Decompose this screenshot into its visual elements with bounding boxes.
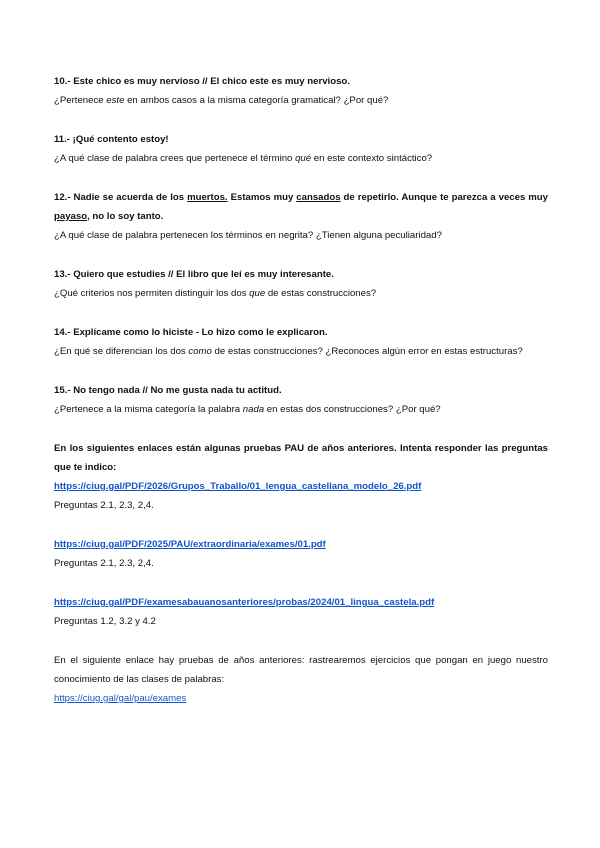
question-heading: 13.- Quiero que estudies // El libro que leí es muy interesante. — [54, 269, 334, 280]
outro-section — [54, 651, 548, 708]
question-heading: 14.- Explícame como lo hiciste - Lo hizo como le explicaron. — [54, 327, 328, 338]
pau-intro: En los siguientes enlaces están algunas pruebas PAU de años anteriores. Intenta responder las preguntas que te indico: — [54, 443, 548, 473]
question-12 — [54, 188, 548, 245]
question-15 — [54, 381, 548, 419]
question-emphasis: que — [249, 288, 266, 299]
pau-link-block-2024 — [54, 593, 548, 631]
question-emphasis: este — [106, 95, 125, 106]
pau-link-note: Preguntas 2.1, 2.3, 2,4. — [54, 500, 154, 511]
pau-link-note: Preguntas 1.2, 3.2 y 4.2 — [54, 616, 156, 627]
underlined-term: muertos. — [187, 192, 228, 203]
document-page — [54, 72, 548, 708]
pau-link-2025[interactable]: https://ciug.gal/PDF/2025/PAU/extraordinaria/exames/01.pdf — [54, 539, 326, 550]
question-11 — [54, 130, 548, 168]
underlined-term: cansados — [296, 192, 341, 203]
question-text — [54, 149, 548, 168]
pau-section — [54, 439, 548, 515]
question-text-part: en ambos casos a la misma categoría gramatical? ¿Por qué? — [124, 95, 389, 106]
question-text-part: ¿Pertenece a la misma categoría la palabra — [54, 404, 243, 415]
question-emphasis: como — [188, 346, 212, 357]
question-heading: 11.- ¡Qué contento estoy! — [54, 134, 169, 145]
question-text — [54, 91, 548, 110]
outro-text: En el siguiente enlace hay pruebas de años anteriores: rastrearemos ejercicios que pongan en juego nuestro conocimiento de las clases de palabras: — [54, 655, 548, 685]
question-text-part: ¿En qué se diferencian los dos — [54, 346, 189, 357]
heading-part: Estamos muy — [227, 192, 297, 203]
question-10 — [54, 72, 548, 110]
question-emphasis: qué — [295, 153, 312, 164]
question-heading — [54, 188, 548, 226]
question-text — [54, 284, 548, 303]
question-text-part: ¿A qué clase de palabra crees que pertenece el término — [54, 153, 296, 164]
pau-link-2026[interactable]: https://ciug.gal/PDF/2026/Grupos_Traballo/01_lengua_castellana_modelo_26.pdf — [54, 481, 422, 492]
heading-part: 12.- Nadie se acuerda de los — [54, 192, 188, 203]
question-text-part: ¿Pertenece — [54, 95, 107, 106]
question-14 — [54, 323, 548, 361]
pau-link-block-2025 — [54, 535, 548, 573]
pau-link-note: Preguntas 2.1, 2.3, 2,4. — [54, 558, 154, 569]
question-text-part: en estas dos construcciones? ¿Por qué? — [264, 404, 441, 415]
question-text: ¿A qué clase de palabra pertenecen los términos en negrita? ¿Tienen alguna peculiaridad? — [54, 230, 442, 241]
exams-archive-link[interactable]: https://ciug.gal/gal/pau/exames — [54, 693, 187, 704]
underlined-term: payaso — [54, 211, 88, 222]
question-text — [54, 342, 548, 361]
question-text-part: de estas construcciones? ¿Reconoces algún error en estas estructuras? — [211, 346, 523, 357]
question-13 — [54, 265, 548, 303]
pau-link-2024[interactable]: https://ciug.gal/PDF/examesabauanosanteriores/probas/2024/01_lingua_castela.pdf — [54, 597, 435, 608]
question-emphasis: nada — [242, 404, 265, 415]
heading-part: , no lo soy tanto. — [87, 211, 164, 222]
heading-part: de repetirlo. Aunque te parezca a veces muy — [340, 192, 548, 203]
question-text-part: de estas construcciones? — [265, 288, 377, 299]
question-heading: 15.- No tengo nada // No me gusta nada tu actitud. — [54, 385, 282, 396]
question-text-part: ¿Qué criterios nos permiten distinguir los dos — [54, 288, 250, 299]
question-text-part: en este contexto sintáctico? — [311, 153, 433, 164]
question-heading: 10.- Este chico es muy nervioso // El chico este es muy nervioso. — [54, 76, 350, 87]
question-text — [54, 400, 548, 419]
